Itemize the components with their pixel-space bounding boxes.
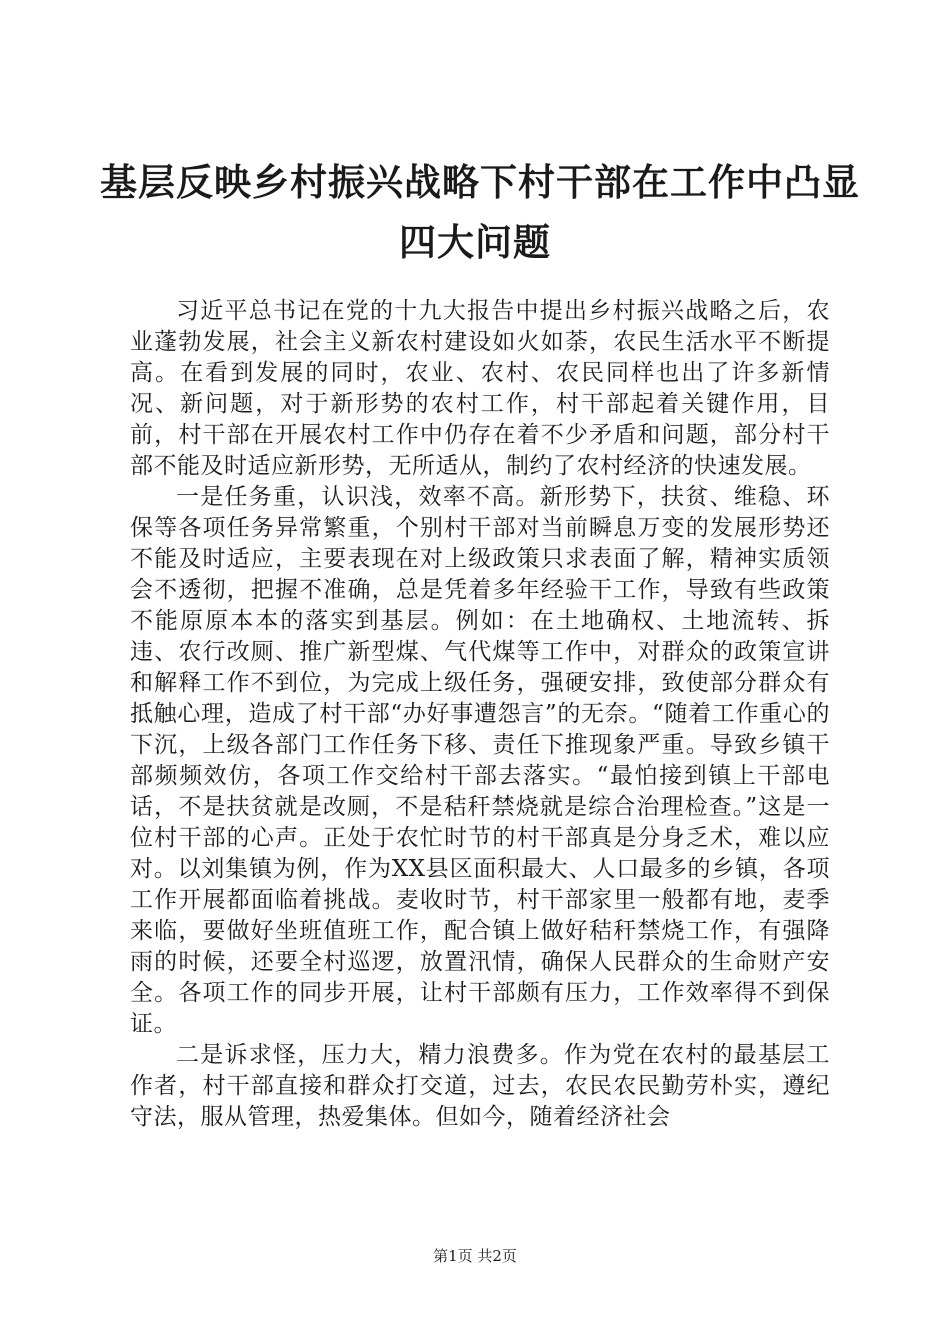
paragraph-problem-two: 二是诉求怪，压力大，精力浪费多。作为党在农村的最基层工作者，村干部直接和群众打交道，过去，农民农民勤劳朴实，遵纪守法，服从管理，热爱集体。但如今，随着经济社会 <box>130 1042 830 1130</box>
document-body <box>130 296 830 1133</box>
paragraph-problem-one: 一是任务重，认识浅，效率不高。新形势下，扶贫、维稳、环保等各项任务异常繁重，个别村干部对当前瞬息万变的发展形势还不能及时适应，主要表现在对上级政策只求表面了解，精神实质领会不透彻，把握不准确，总是凭着多年经验干工作，导致有些政策不能原原本本的落实到基层。例如：在土地确权、土地流转、拆违、农行改厕、推广新型煤、气代煤等工作中，对群众的政策宣讲和解释工作不到位，为完成上级任务，强硬安排，致使部分群众有抵触心理，造成了村干部“办好事遭怨言”的无奈。“随着工作重心的下沉，上级各部门工作任务下移、责任下推现象严重。导致乡镇干部频频效仿，各项工作交给村干部去落实。“最怕接到镇上干部电话，不是扶贫就是改厕，不是秸秆禁烧就是综合治理检查。”这是一位村干部的心声。正处于农忙时节的村干部真是分身乏术，难以应对。以刘集镇为例，作为XX县区面积最大、人口最多的乡镇，各项工作开展都面临着挑战。麦收时节，村干部家里一般都有地，麦季来临，要做好坐班值班工作，配合镇上做好秸秆禁烧工作，有强降雨的时候，还要全村巡逻，放置汛情，确保人民群众的生命财产安全。各项工作的同步开展，让村干部颇有压力，工作效率得不到保证。 <box>130 484 830 1037</box>
document-title-line-1: 基层反映乡村振兴战略下村干部在工作中凸显 <box>100 160 860 204</box>
paragraph-intro: 习近平总书记在党的十九大报告中提出乡村振兴战略之后，农业蓬勃发展，社会主义新农村建设如火如荼，农民生活水平不断提高。在看到发展的同时，农业、农村、农民同样也出了许多新情况、新问题，对于新形势的农村工作，村干部起着关键作用，目前，村干部在开展农村工作中仍存在着不少矛盾和问题，部分村干部不能及时适应新形势，无所适从，制约了农村经济的快速发展。 <box>130 298 830 479</box>
page-footer: 第1页 共2页 <box>433 1247 517 1265</box>
document-title-line-2: 四大问题 <box>399 220 551 264</box>
